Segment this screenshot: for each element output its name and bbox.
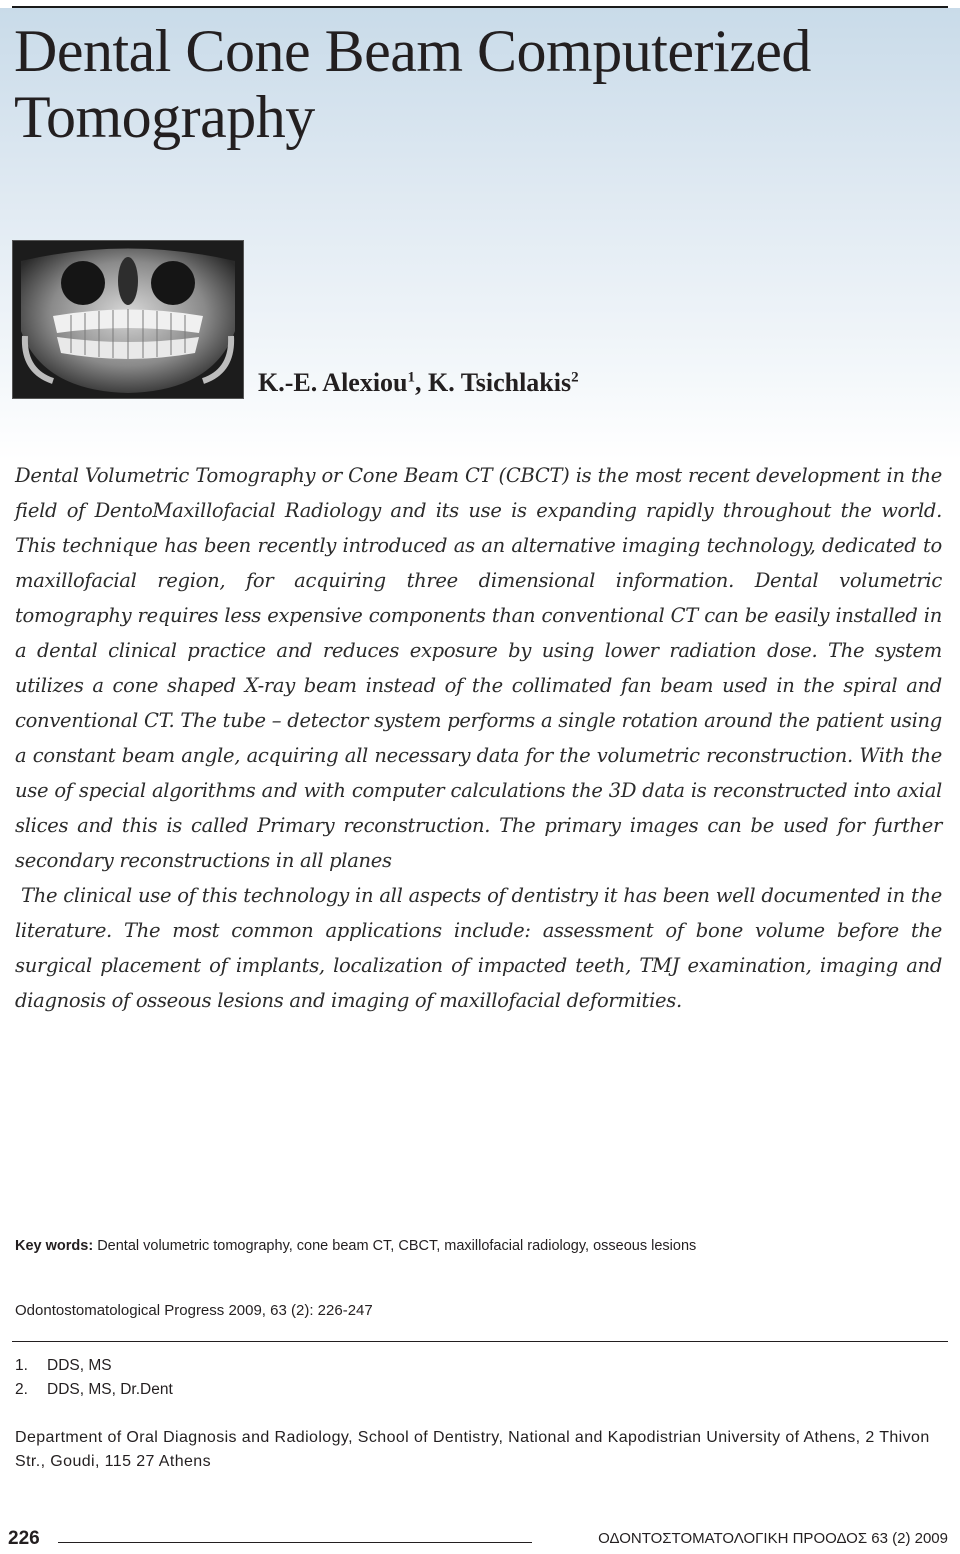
affiliation-list — [15, 1354, 173, 1402]
abstract — [15, 458, 942, 1018]
affiliation-number: 1. — [15, 1357, 28, 1374]
affiliation-text: DDS, MS, Dr.Dent — [47, 1381, 173, 1398]
affiliation-divider — [12, 1341, 948, 1342]
author-separator: , — [415, 368, 429, 397]
author-1-affiliation-mark: 1 — [407, 369, 416, 386]
abstract-paragraph-2: The clinical use of this technology in all aspects of dentistry it has been well documented in the literature. The most common applications include: assessment of bone volume before the surgical placement of implants, localization of impacted teeth, TMJ examination, imaging and diagnosis of osseous lesions and imaging of maxillofacial deformities. — [15, 884, 942, 1012]
author-1-name: K.-E. Alexiou — [258, 368, 408, 397]
affiliation-item — [15, 1378, 173, 1402]
panoramic-xray-icon — [12, 240, 244, 399]
footer-rule — [58, 1542, 532, 1543]
author-2-affiliation-mark: 2 — [571, 369, 579, 386]
journal-citation: Odontostomatological Progress 2009, 63 (2): 226-247 — [15, 1302, 373, 1319]
abstract-paragraph-1: Dental Volumetric Tomography or Cone Beam CT (CBCT) is the most recent development in the field of DentoMaxillofacial Radiology and its use is expanding rapidly throughout the world. This technique has been recently introduced as an alternative imaging technology, dedicated to maxillofacial region, for acquiring three dimensional information. Dental volumetric tomography requires less expensive components than conventional CT can be easily installed in a dental clinical practice and reduces exposure by using lower radiation dose. The system utilizes a cone shaped X-ray beam instead of the collimated fan beam used in the spiral and conventional CT. The tube – detector system performs a single rotation around the patient using a constant beam angle, acquiring all necessary data for the volumetric reconstruction. With the use of special algorithms and with computer calculations the 3D data is reconstructed into axial slices and this is called Primary reconstruction. The primary images can be used for further secondary reconstructions in all planes — [15, 464, 942, 872]
keywords-label: Key words: — [15, 1238, 94, 1254]
author-list — [258, 368, 579, 398]
affiliation-text: DDS, MS — [47, 1357, 112, 1374]
article-title: Dental Cone Beam Computerized Tomography — [14, 18, 811, 150]
author-2-name: K. Tsichlakis — [428, 368, 572, 397]
department-address: Department of Oral Diagnosis and Radiology, School of Dentistry, National and Kapodistrian University of Athens, 2 Thivon Str., Goudi, 115 27 Athens — [15, 1429, 930, 1470]
page-number: 226 — [8, 1528, 40, 1549]
running-head: ΟΔΟΝΤΟΣΤΟΜΑΤΟΛΟΓΙΚΗ ΠΡΟΟΔΟΣ 63 (2) 2009 — [598, 1530, 948, 1547]
affiliation-item — [15, 1354, 173, 1378]
keywords — [15, 1238, 945, 1254]
affiliation-number: 2. — [15, 1381, 28, 1398]
keywords-text: Dental volumetric tomography, cone beam CT, CBCT, maxillofacial radiology, osseous lesions — [93, 1238, 697, 1254]
page-footer — [0, 1524, 960, 1554]
